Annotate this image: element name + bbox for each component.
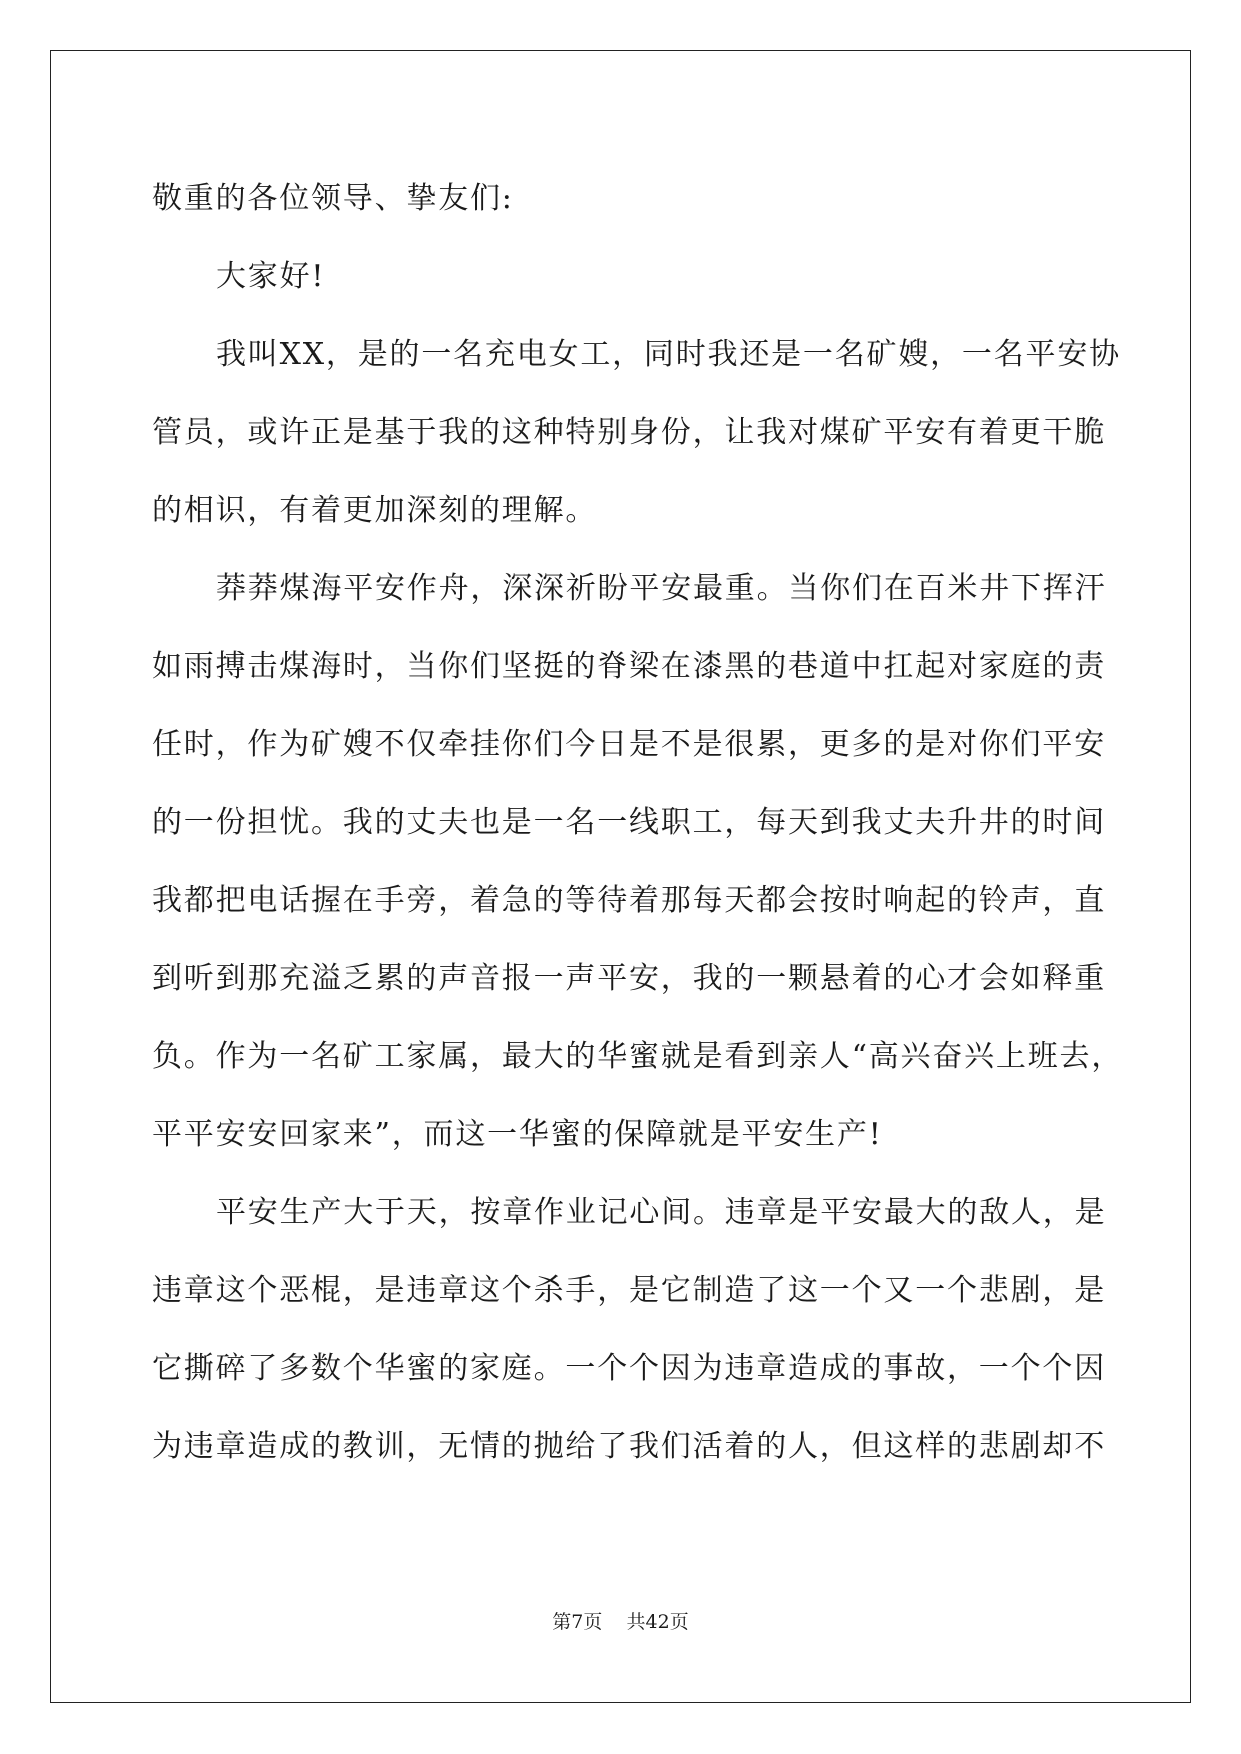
document-body — [152, 160, 1124, 1486]
paragraph-body-2-line-4: 为违章造成的教训，无情的抛给了我们活着的人，但这样的悲剧却不 — [152, 1429, 1106, 1464]
paragraph-body-1-line-2: 如雨搏击煤海时，当你们坚挺的脊梁在漆黑的巷道中扛起对家庭的责 — [152, 649, 1106, 684]
paragraph-intro-line-1: 我叫XX，是的一名充电女工，同时我还是一名矿嫂，一名平安协 — [216, 337, 1121, 372]
paragraph-body-1-line-3: 任时，作为矿嫂不仅牵挂你们今日是不是很累，更多的是对你们平安 — [152, 727, 1106, 762]
paragraph-body-1-line-8: 平平安安回家来”，而这一华蜜的保障就是平安生产! — [152, 1117, 883, 1152]
paragraph-body-1-line-6: 到听到那充溢乏累的声音报一声平安，我的一颗悬着的心才会如释重 — [152, 961, 1106, 996]
paragraph-body-2-line-3: 它撕碎了多数个华蜜的家庭。一个个因为违章造成的事故，一个个因 — [152, 1351, 1106, 1386]
paragraph-greeting-line-1: 大家好! — [216, 259, 326, 294]
paragraph-body-1-line-5: 我都把电话握在手旁，着急的等待着那每天都会按时响起的铃声，直 — [152, 883, 1106, 918]
paragraph-salutation-line-1: 敬重的各位领导、挚友们: — [152, 181, 514, 216]
paragraph-intro-line-3: 的相识，有着更加深刻的理解。 — [152, 493, 598, 528]
page-number-footer: 第7页 共42页 — [552, 1611, 689, 1633]
paragraph-body-1-line-7: 负。作为一名矿工家属，最大的华蜜就是看到亲人“高兴奋兴上班去， — [152, 1039, 1124, 1074]
paragraph-body-1-line-1: 莽莽煤海平安作舟，深深祈盼平安最重。当你们在百米井下挥汗 — [216, 571, 1107, 606]
paragraph-body-1-line-4: 的一份担忧。我的丈夫也是一名一线职工，每天到我丈夫升井的时间 — [152, 805, 1106, 840]
paragraph-body-2-line-1: 平安生产大于天，按章作业记心间。违章是平安最大的敌人，是 — [216, 1195, 1107, 1230]
paragraph-body-2-line-2: 违章这个恶棍，是违章这个杀手，是它制造了这一个又一个悲剧，是 — [152, 1273, 1106, 1308]
paragraph-intro-line-2: 管员，或许正是基于我的这种特别身份，让我对煤矿平安有着更干脆 — [152, 415, 1106, 450]
